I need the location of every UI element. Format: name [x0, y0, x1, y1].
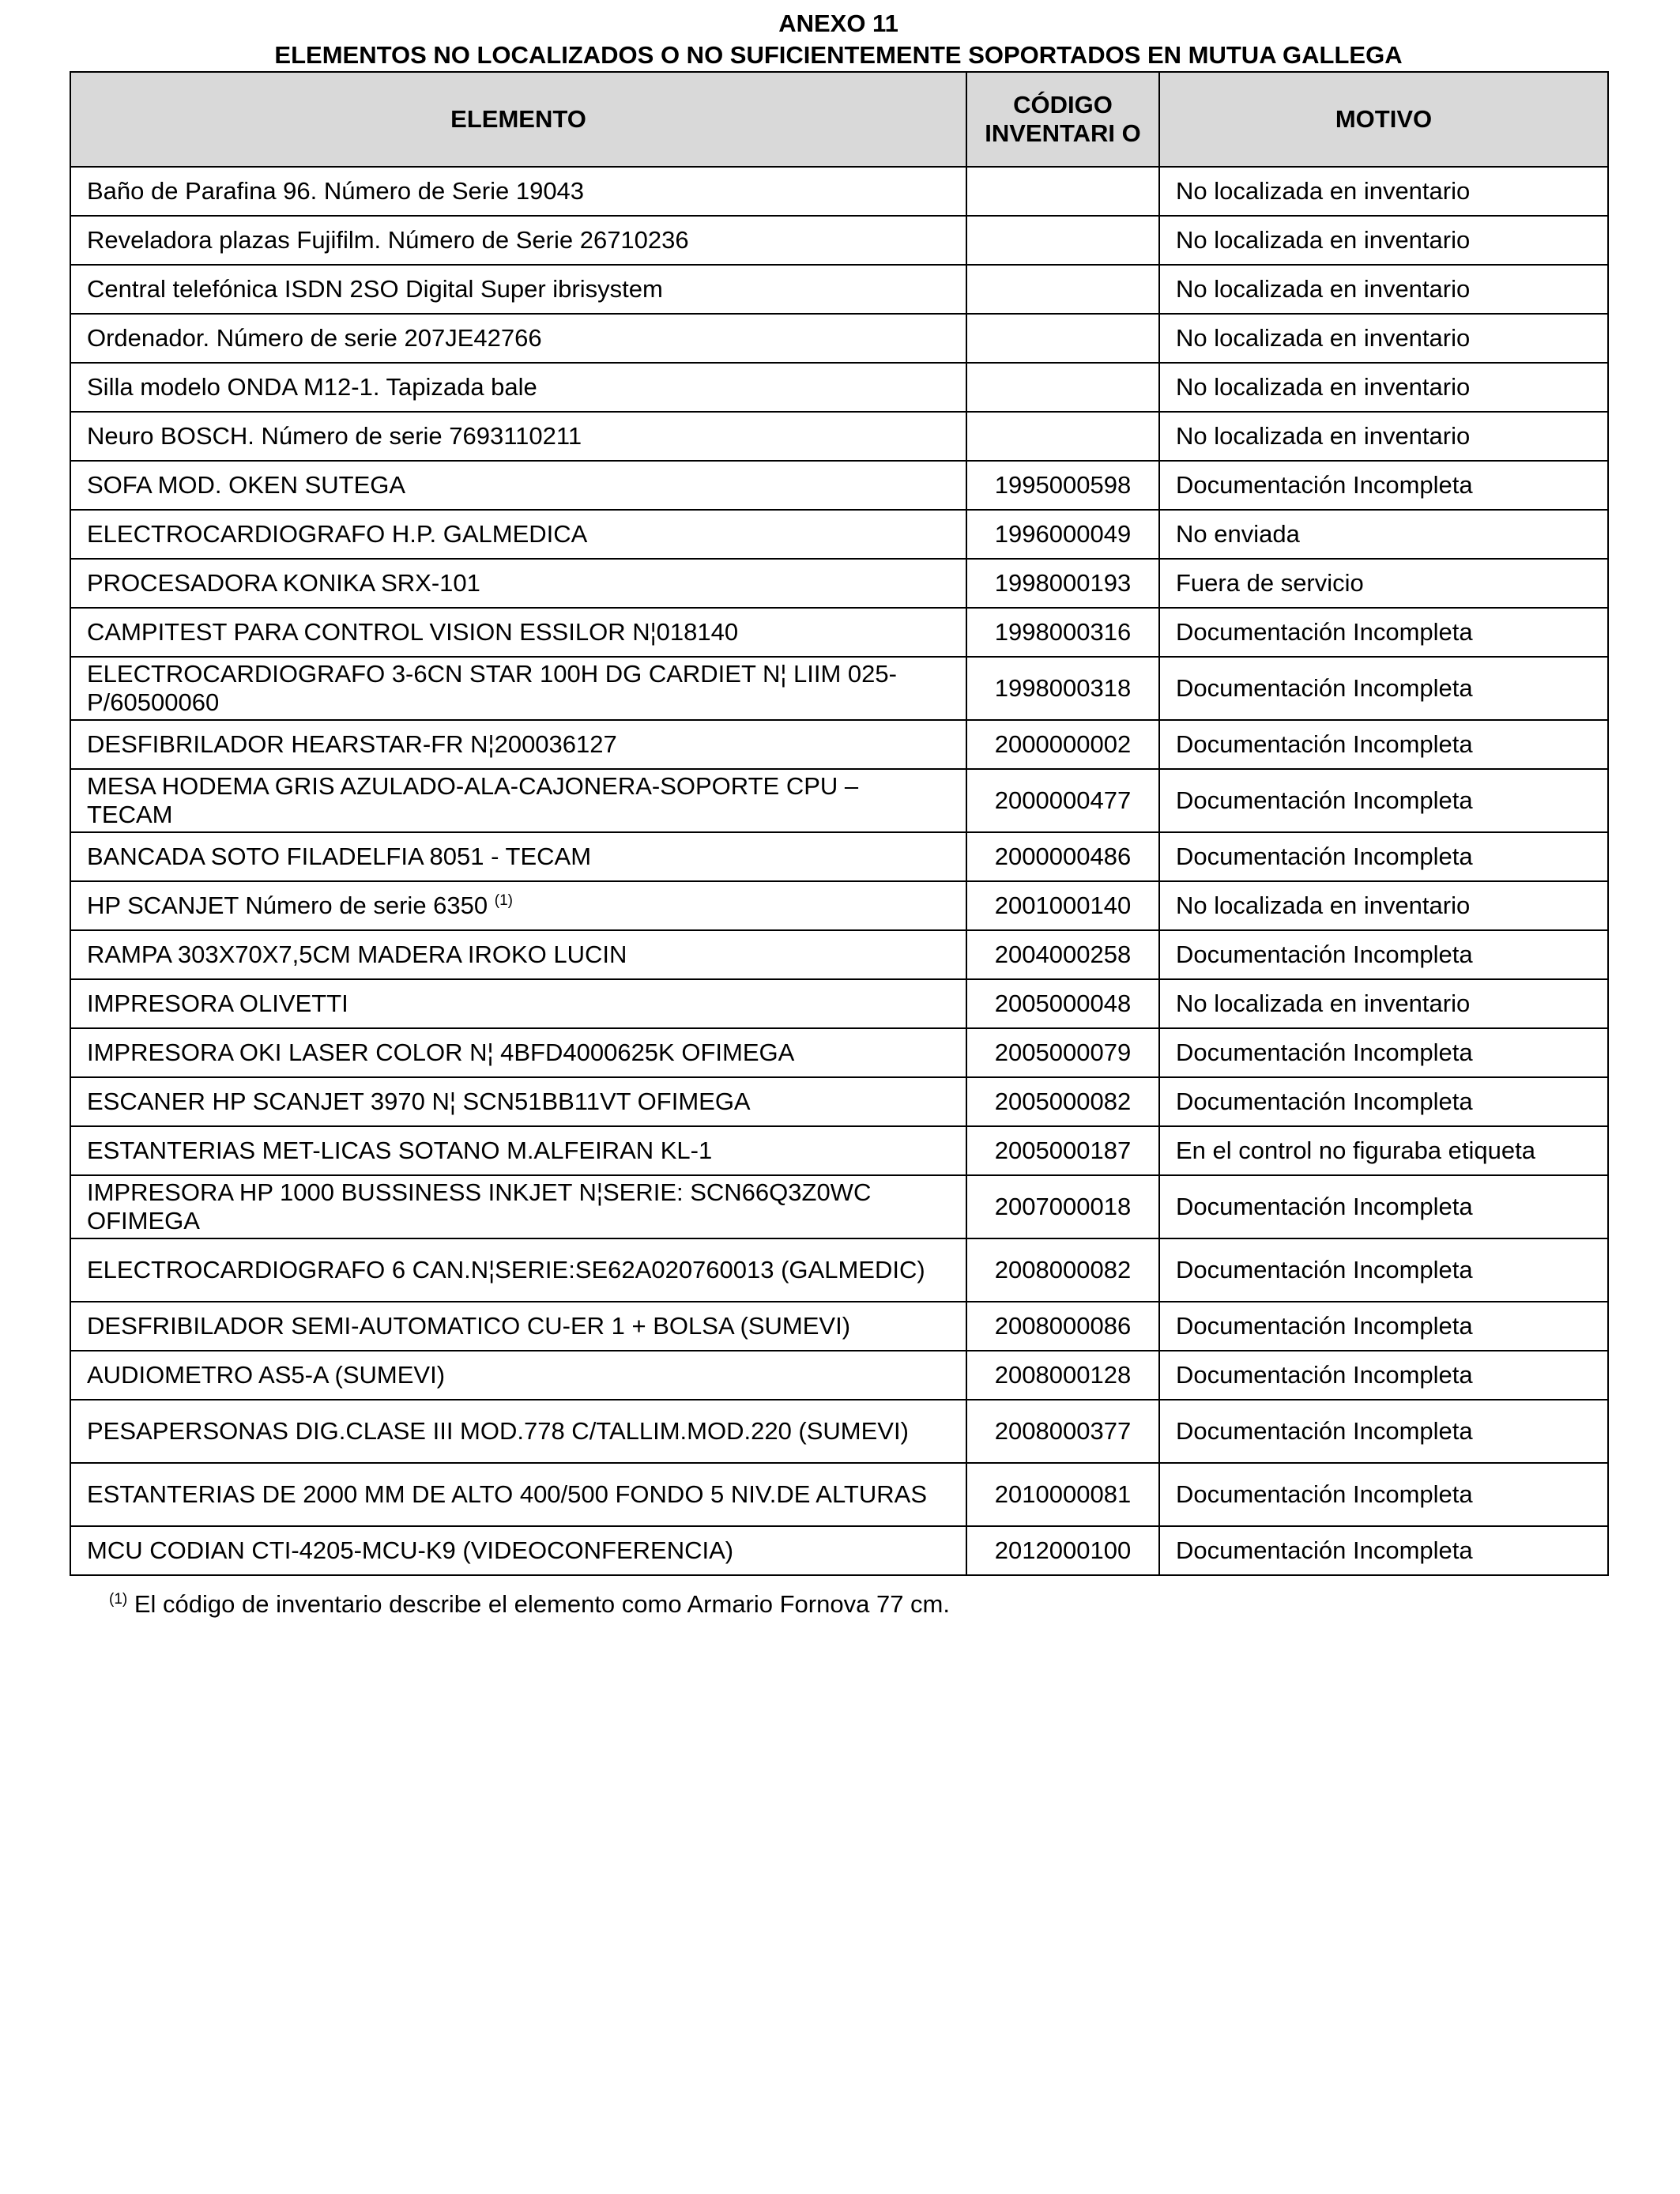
table-row: [70, 1400, 1608, 1463]
cell-reason: Documentación Incompleta: [1159, 1175, 1608, 1238]
cell-element: [70, 1238, 966, 1302]
element-text: Baño de Parafina 96. Número de Serie 19043: [87, 177, 585, 205]
cell-code: 2000000002: [966, 720, 1159, 769]
cell-element: [70, 1463, 966, 1526]
table-row: [70, 1126, 1608, 1175]
cell-reason: No localizada en inventario: [1159, 265, 1608, 314]
cell-code: 2005000082: [966, 1077, 1159, 1126]
table-row: [70, 1526, 1608, 1575]
cell-reason: Fuera de servicio: [1159, 559, 1608, 608]
cell-reason: Documentación Incompleta: [1159, 769, 1608, 832]
column-header-reason: MOTIVO: [1159, 72, 1608, 167]
cell-element: [70, 510, 966, 559]
cell-code: [966, 363, 1159, 412]
table-row: [70, 167, 1608, 216]
cell-element: [70, 979, 966, 1028]
cell-code: 2007000018: [966, 1175, 1159, 1238]
cell-reason: No enviada: [1159, 510, 1608, 559]
cell-code: [966, 216, 1159, 265]
table-body: [70, 167, 1608, 1575]
cell-reason: No localizada en inventario: [1159, 167, 1608, 216]
cell-reason: Documentación Incompleta: [1159, 930, 1608, 979]
cell-element: [70, 1077, 966, 1126]
cell-reason: Documentación Incompleta: [1159, 1302, 1608, 1351]
cell-reason: Documentación Incompleta: [1159, 1028, 1608, 1077]
cell-code: 2005000048: [966, 979, 1159, 1028]
cell-code: 2005000079: [966, 1028, 1159, 1077]
table-row: [70, 1463, 1608, 1526]
element-text: PESAPERSONAS DIG.CLASE III MOD.778 C/TALLIM.MOD.220 (SUMEVI): [87, 1417, 909, 1445]
element-text: IMPRESORA HP 1000 BUSSINESS INKJET N¦SERIE: SCN66Q3Z0WC OFIMEGA: [87, 1178, 872, 1235]
table-row: [70, 559, 1608, 608]
element-text: ELECTROCARDIOGRAFO 3-6CN STAR 100H DG CARDIET N¦ LIIM 025-P/60500060: [87, 660, 897, 716]
cell-element: [70, 1175, 966, 1238]
cell-element: [70, 1351, 966, 1400]
cell-reason: Documentación Incompleta: [1159, 1400, 1608, 1463]
element-text: AUDIOMETRO AS5-A (SUMEVI): [87, 1361, 446, 1389]
cell-reason: Documentación Incompleta: [1159, 832, 1608, 881]
cell-code: 2000000486: [966, 832, 1159, 881]
table-row: [70, 720, 1608, 769]
element-text: MCU CODIAN CTI-4205-MCU-K9 (VIDEOCONFERENCIA): [87, 1536, 734, 1564]
cell-code: 2005000187: [966, 1126, 1159, 1175]
table-row: [70, 1077, 1608, 1126]
cell-element: [70, 1028, 966, 1077]
element-text: CAMPITEST PARA CONTROL VISION ESSILOR N¦018140: [87, 618, 739, 646]
table-row: [70, 314, 1608, 363]
table-row: [70, 1175, 1608, 1238]
cell-element: [70, 930, 966, 979]
cell-element: [70, 265, 966, 314]
cell-element: [70, 461, 966, 510]
cell-reason: Documentación Incompleta: [1159, 1238, 1608, 1302]
cell-reason: Documentación Incompleta: [1159, 720, 1608, 769]
cell-code: [966, 314, 1159, 363]
cell-code: 2000000477: [966, 769, 1159, 832]
cell-reason: No localizada en inventario: [1159, 979, 1608, 1028]
element-text: DESFRIBILADOR SEMI-AUTOMATICO CU-ER 1 + BOLSA (SUMEVI): [87, 1312, 851, 1340]
table-row: [70, 657, 1608, 720]
table-row: [70, 832, 1608, 881]
element-text: BANCADA SOTO FILADELFIA 8051 - TECAM: [87, 843, 592, 870]
table-row: [70, 979, 1608, 1028]
cell-element: [70, 608, 966, 657]
cell-code: 2001000140: [966, 881, 1159, 930]
element-text: Neuro BOSCH. Número de serie 7693110211: [87, 422, 582, 450]
cell-element: [70, 657, 966, 720]
table-row: [70, 881, 1608, 930]
table-row: [70, 1351, 1608, 1400]
cell-reason: No localizada en inventario: [1159, 314, 1608, 363]
table-row: [70, 216, 1608, 265]
table-row: [70, 608, 1608, 657]
cell-element: [70, 881, 966, 930]
cell-element: [70, 167, 966, 216]
element-text: ESTANTERIAS MET-LICAS SOTANO M.ALFEIRAN KL-1: [87, 1137, 713, 1164]
element-text: PROCESADORA KONIKA SRX-101: [87, 569, 480, 597]
table-row: [70, 510, 1608, 559]
cell-element: [70, 1400, 966, 1463]
cell-reason: Documentación Incompleta: [1159, 1351, 1608, 1400]
cell-code: 2004000258: [966, 930, 1159, 979]
cell-element: [70, 720, 966, 769]
cell-code: 1996000049: [966, 510, 1159, 559]
cell-code: [966, 412, 1159, 461]
cell-code: 2008000086: [966, 1302, 1159, 1351]
table-row: [70, 1238, 1608, 1302]
element-text: ELECTROCARDIOGRAFO 6 CAN.N¦SERIE:SE62A020760013 (GALMEDIC): [87, 1256, 925, 1284]
footnote-text: El código de inventario describe el elemento como Armario Fornova 77 cm.: [134, 1590, 950, 1618]
table-row: [70, 265, 1608, 314]
cell-element: [70, 1302, 966, 1351]
table-row: [70, 769, 1608, 832]
cell-element: [70, 769, 966, 832]
cell-code: [966, 167, 1159, 216]
cell-reason: Documentación Incompleta: [1159, 608, 1608, 657]
element-text: Reveladora plazas Fujifilm. Número de Serie 26710236: [87, 226, 689, 254]
element-text: ESCANER HP SCANJET 3970 N¦ SCN51BB11VT OFIMEGA: [87, 1088, 751, 1115]
cell-reason: No localizada en inventario: [1159, 412, 1608, 461]
cell-code: 2012000100: [966, 1526, 1159, 1575]
cell-code: 1995000598: [966, 461, 1159, 510]
inventory-table: [70, 71, 1609, 1576]
footnote-mark: (1): [109, 1591, 128, 1608]
table-row: [70, 461, 1608, 510]
element-text: ELECTROCARDIOGRAFO H.P. GALMEDICA: [87, 520, 588, 548]
cell-reason: No localizada en inventario: [1159, 363, 1608, 412]
document-title: ELEMENTOS NO LOCALIZADOS O NO SUFICIENTEMENTE SOPORTADOS EN MUTUA GALLEGA: [274, 41, 1403, 69]
cell-code: 2010000081: [966, 1463, 1159, 1526]
cell-element: [70, 363, 966, 412]
element-text: RAMPA 303X70X7,5CM MADERA IROKO LUCIN: [87, 941, 627, 968]
element-text: SOFA MOD. OKEN SUTEGA: [87, 471, 406, 499]
cell-code: 1998000318: [966, 657, 1159, 720]
cell-element: [70, 1126, 966, 1175]
table-row: [70, 1028, 1608, 1077]
element-text: IMPRESORA OLIVETTI: [87, 990, 348, 1017]
element-text: ESTANTERIAS DE 2000 MM DE ALTO 400/500 FONDO 5 NIV.DE ALTURAS: [87, 1480, 927, 1508]
table-row: [70, 412, 1608, 461]
table-header-row: [70, 72, 1608, 167]
cell-element: [70, 559, 966, 608]
element-text: Central telefónica ISDN 2SO Digital Super ibrisystem: [87, 275, 663, 303]
cell-element: [70, 314, 966, 363]
cell-reason: Documentación Incompleta: [1159, 1526, 1608, 1575]
cell-reason: Documentación Incompleta: [1159, 657, 1608, 720]
column-header-code: CÓDIGO INVENTARI O: [966, 72, 1159, 167]
cell-reason: Documentación Incompleta: [1159, 1463, 1608, 1526]
cell-element: [70, 832, 966, 881]
cell-code: 2008000082: [966, 1238, 1159, 1302]
element-text: Ordenador. Número de serie 207JE42766: [87, 324, 542, 352]
cell-reason: No localizada en inventario: [1159, 216, 1608, 265]
element-text: MESA HODEMA GRIS AZULADO-ALA-CAJONERA-SOPORTE CPU – TECAM: [87, 772, 859, 828]
column-header-element: ELEMENTO: [70, 72, 966, 167]
element-text: IMPRESORA OKI LASER COLOR N¦ 4BFD4000625K OFIMEGA: [87, 1039, 795, 1066]
cell-reason: No localizada en inventario: [1159, 881, 1608, 930]
cell-reason: Documentación Incompleta: [1159, 461, 1608, 510]
footnote-reference: (1): [494, 892, 513, 909]
cell-code: 2008000128: [966, 1351, 1159, 1400]
table-row: [70, 930, 1608, 979]
cell-code: 2008000377: [966, 1400, 1159, 1463]
cell-code: 1998000316: [966, 608, 1159, 657]
document-page: [70, 8, 1607, 1620]
table-row: [70, 1302, 1608, 1351]
cell-element: [70, 1526, 966, 1575]
cell-code: 1998000193: [966, 559, 1159, 608]
annex-title: ANEXO 11: [778, 9, 898, 37]
cell-reason: En el control no figuraba etiqueta: [1159, 1126, 1608, 1175]
cell-code: [966, 265, 1159, 314]
cell-element: [70, 412, 966, 461]
element-text: HP SCANJET Número de serie 6350: [87, 892, 488, 919]
table-row: [70, 363, 1608, 412]
cell-element: [70, 216, 966, 265]
element-text: Silla modelo ONDA M12-1. Tapizada bale: [87, 373, 537, 401]
cell-reason: Documentación Incompleta: [1159, 1077, 1608, 1126]
element-text: DESFIBRILADOR HEARSTAR-FR N¦200036127: [87, 730, 617, 758]
footnote: [109, 1589, 1607, 1620]
